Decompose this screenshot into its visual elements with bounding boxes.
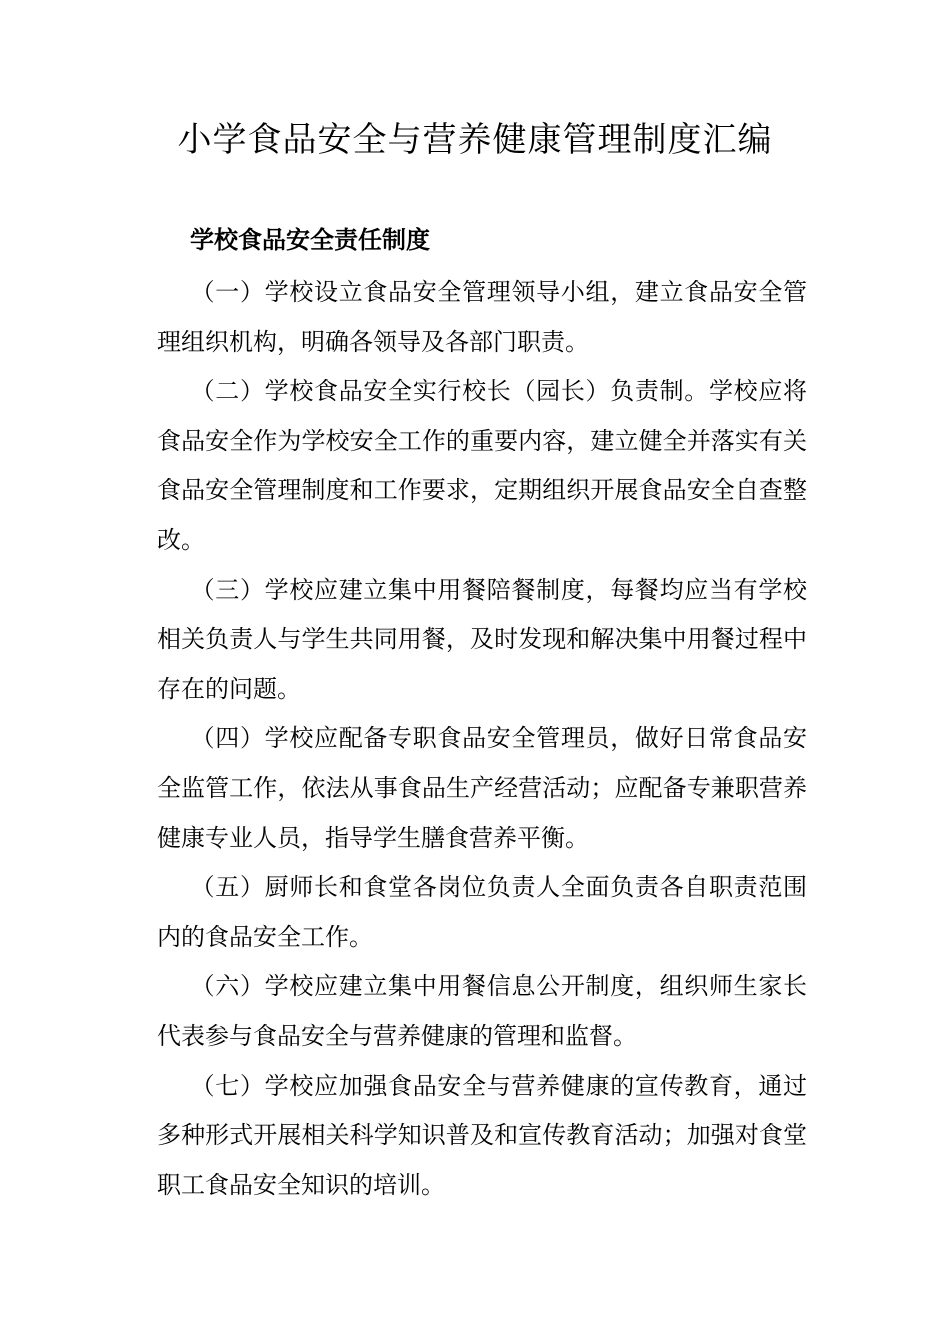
paragraph-5: （五）厨师长和食堂各岗位负责人全面负责各自职责范围内的食品安全工作。	[157, 873, 807, 951]
document-body	[157, 268, 807, 1210]
paragraph-6: （六）学校应建立集中用餐信息公开制度，组织师生家长代表参与食品安全与营养健康的管理和监督。	[157, 972, 807, 1050]
paragraph-4: （四）学校应配备专职食品安全管理员，做好日常食品安全监管工作，依法从事食品生产经营活动；应配备专兼职营养健康专业人员，指导学生膳食营养平衡。	[157, 724, 807, 852]
paragraph-3: （三）学校应建立集中用餐陪餐制度，每餐均应当有学校相关负责人与学生共同用餐，及时发现和解决集中用餐过程中存在的问题。	[157, 575, 807, 703]
paragraph-2: （二）学校食品安全实行校长（园长）负责制。学校应将食品安全作为学校安全工作的重要内容，建立健全并落实有关食品安全管理制度和工作要求，定期组织开展食品安全自查整改。	[157, 377, 807, 554]
paragraph-1: （一）学校设立食品安全管理领导小组，建立食品安全管理组织机构，明确各领导及各部门职责。	[157, 278, 807, 356]
paragraph-7: （七）学校应加强食品安全与营养健康的宣传教育，通过多种形式开展相关科学知识普及和宣传教育活动；加强对食堂职工食品安全知识的培训。	[157, 1071, 807, 1199]
page-title: 小学食品安全与营养健康管理制度汇编	[177, 120, 773, 160]
section-heading: 学校食品安全责任制度	[190, 226, 430, 254]
